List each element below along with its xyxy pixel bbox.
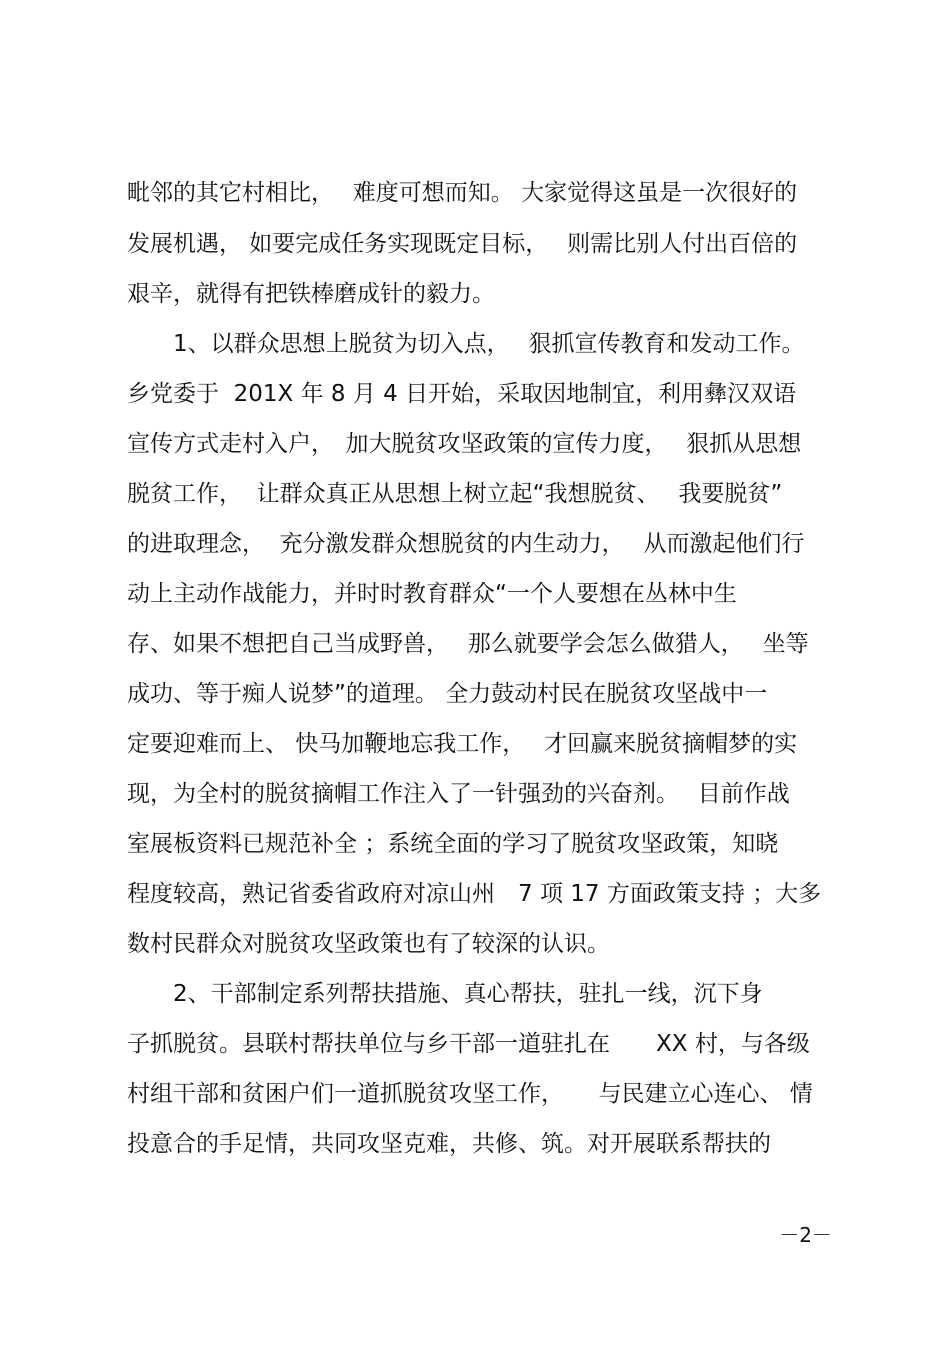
body-text-line: 脱贫工作， 让群众真正从思想上树立起“我想脱贫、 我要脱贫”	[127, 481, 783, 507]
body-text-line: 程度较高，熟记省委省政府对凉山州 7 项 17 方面政策支持 ；大多	[127, 881, 822, 907]
body-text-line: 子抓脱贫。县联村帮扶单位与乡干部一道驻扎在 XX 村，与各级	[127, 1031, 810, 1057]
body-text-line: 现，为全村的脱贫摘帽工作注入了一针强劲的兴奋剂。 目前作战	[127, 781, 790, 807]
body-text-line: 乡党委于 201X 年 8 月 4 日开始，采取因地制宜，利用彝汉双语	[127, 381, 797, 407]
body-text-line: 发展机遇， 如要完成任务实现既定目标， 则需比别人付出百倍的	[127, 231, 798, 257]
body-text-line: 存、如果不想把自己当成野兽， 那么就要学会怎么做猎人， 坐等	[127, 631, 809, 657]
body-text-line: 艰辛，就得有把铁棒磨成针的毅力。	[127, 281, 495, 307]
body-text-line: 定要迎难而上、 快马加鞭地忘我工作， 才回赢来脱贫摘帽梦的实	[127, 731, 798, 757]
body-text-line: 毗邻的其它村相比， 难度可想而知。 大家觉得这虽是一次很好的	[127, 180, 798, 206]
paragraph-1-first-line: 1、以群众思想上脱贫为切入点， 狠抓宣传教育和发动工作。	[127, 331, 805, 357]
body-text-line: 投意合的手足情，共同攻坚克难，共修、筑。对开展联系帮扶的	[127, 1131, 771, 1157]
paragraph-2-first-line: 2、干部制定系列帮扶措施、真心帮扶，驻扎一线，沉下身	[127, 981, 763, 1007]
body-text-line: 的进取理念， 充分激发群众想脱贫的内生动力， 从而激起他们行	[127, 531, 805, 557]
body-text-line: 成功、等于痴人说梦”的道理。 全力鼓动村民在脱贫攻坚战中一	[127, 681, 768, 707]
body-text-line: 室展板资料已规范补全 ；系统全面的学习了脱贫攻坚政策，知晓	[127, 831, 779, 857]
page-number: －2－	[779, 1223, 832, 1247]
body-text-line: 宣传方式走村入户， 加大脱贫攻坚政策的宣传力度， 狠抓从思想	[127, 431, 802, 457]
body-text-line: 数村民群众对脱贫攻坚政策也有了较深的认识。	[127, 931, 610, 957]
body-text-line: 动上主动作战能力，并时时教育群众“一个人要想在丛林中生	[127, 581, 737, 607]
body-text-line: 村组干部和贫困户们一道抓脱贫攻坚工作， 与民建立心连心、 情	[127, 1081, 813, 1107]
